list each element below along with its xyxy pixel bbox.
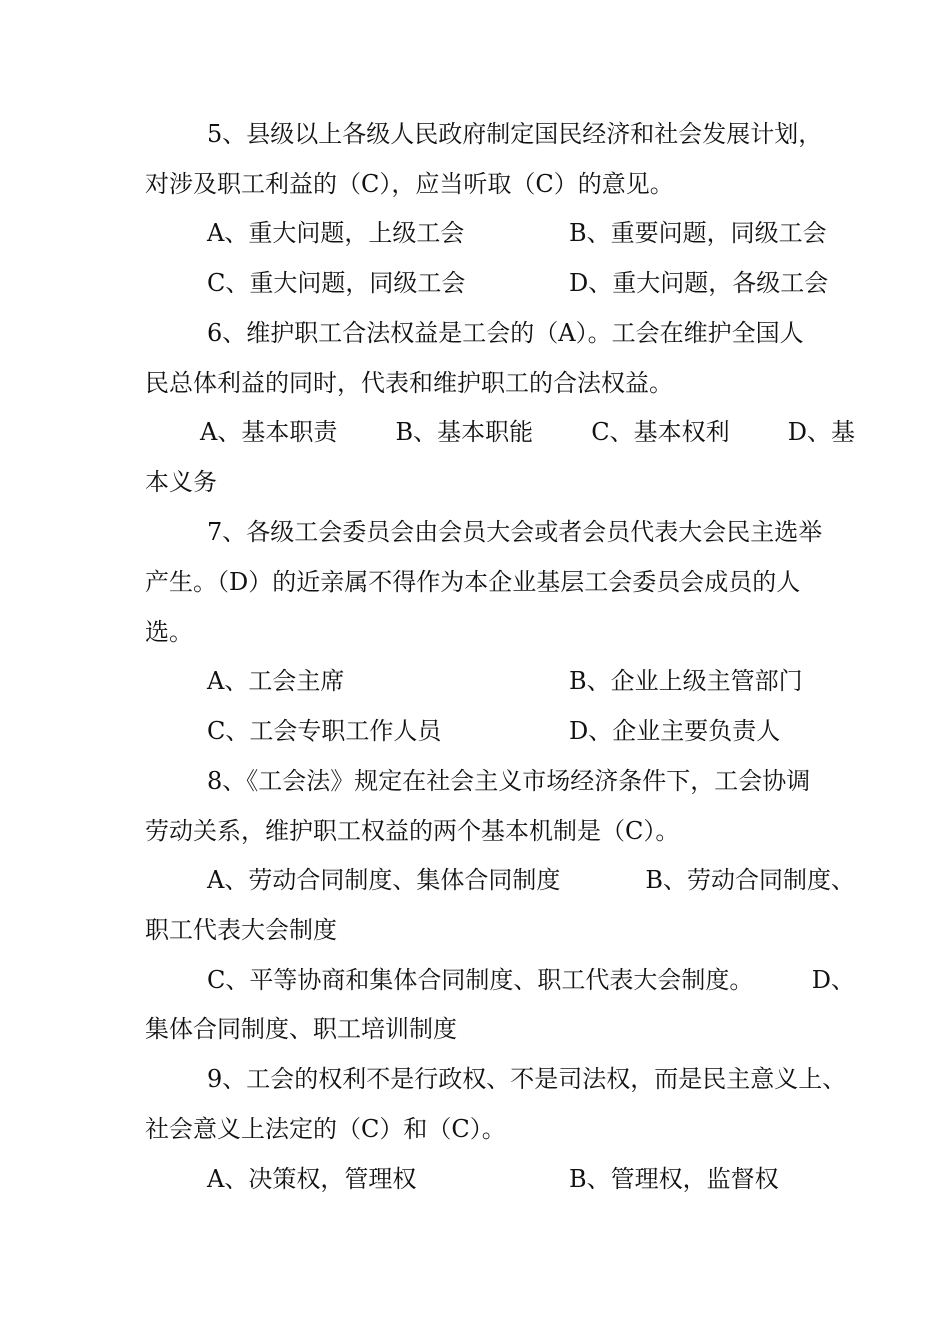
question-6-option-d-continuation: 本义务 [145, 468, 217, 496]
question-9-option-b: B、管理权，监督权 [569, 1165, 779, 1193]
question-7-option-d: D、企业主要负责人 [569, 717, 781, 745]
question-6-option-d: D、基 [787, 418, 855, 446]
question-8-line-2: 劳动关系，维护职工权益的两个基本机制是（C）。 [145, 817, 680, 845]
question-7-option-c: C、工会专职工作人员 [207, 717, 442, 745]
question-6-options-row [200, 415, 855, 449]
question-7-option-a: A、工会主席 [207, 667, 345, 695]
question-8-option-b: B、劳动合同制度、 [645, 866, 855, 894]
question-8-line-1: 8、《工会法》规定在社会主义市场经济条件下，工会协调 [207, 767, 811, 795]
question-5-option-c: C、重大问题，同级工会 [207, 269, 466, 297]
question-5-line-1: 5、县级以上各级人民政府制定国民经济和社会发展计划， [207, 120, 823, 148]
question-7-line-2: 产生。（D）的近亲属不得作为本企业基层工会委员会成员的人 [145, 568, 801, 596]
question-7-line-1: 7、各级工会委员会由会员大会或者会员代表大会民主选举 [207, 518, 823, 546]
question-6-line-1: 6、维护职工合法权益是工会的（A）。工会在维护全国人 [207, 319, 804, 347]
question-8-options-row-1 [207, 863, 855, 897]
question-8-option-b-continuation: 职工代表大会制度 [145, 916, 337, 944]
question-5-option-a: A、重大问题，上级工会 [207, 219, 465, 247]
question-9-line-2: 社会意义上法定的（C）和（C）。 [145, 1115, 506, 1143]
question-5-options-row-2 [207, 266, 855, 300]
question-9-option-a: A、决策权，管理权 [207, 1165, 417, 1193]
question-9-options-row-1 [207, 1162, 855, 1196]
question-7-options-row-2 [207, 714, 855, 748]
question-6-option-c: C、基本权利 [591, 418, 730, 446]
question-6-option-b: B、基本职能 [395, 418, 534, 446]
question-7-line-3: 选。 [145, 618, 193, 646]
question-7-options-row-1 [207, 664, 855, 698]
question-8-option-c: C、平等协商和集体合同制度、职工代表大会制度。 [207, 966, 754, 994]
question-5-line-2: 对涉及职工利益的（C），应当听取（C）的意见。 [145, 170, 674, 198]
question-7-option-b: B、企业上级主管部门 [569, 667, 803, 695]
question-9-line-1: 9、工会的权利不是行政权、不是司法权，而是民主意义上、 [207, 1065, 847, 1093]
question-6-line-2: 民总体利益的同时，代表和维护职工的合法权益。 [145, 369, 673, 397]
question-5-option-b: B、重要问题，同级工会 [569, 219, 827, 247]
question-6-option-a: A、基本职责 [200, 418, 338, 446]
question-8-option-d: D、 [811, 966, 855, 994]
question-5-option-d: D、重大问题，各级工会 [569, 269, 829, 297]
question-5-options-row-1 [207, 216, 855, 250]
question-8-option-d-continuation: 集体合同制度、职工培训制度 [145, 1015, 457, 1043]
question-8-option-a: A、劳动合同制度、集体合同制度 [207, 866, 561, 894]
question-8-options-row-2 [207, 963, 855, 997]
